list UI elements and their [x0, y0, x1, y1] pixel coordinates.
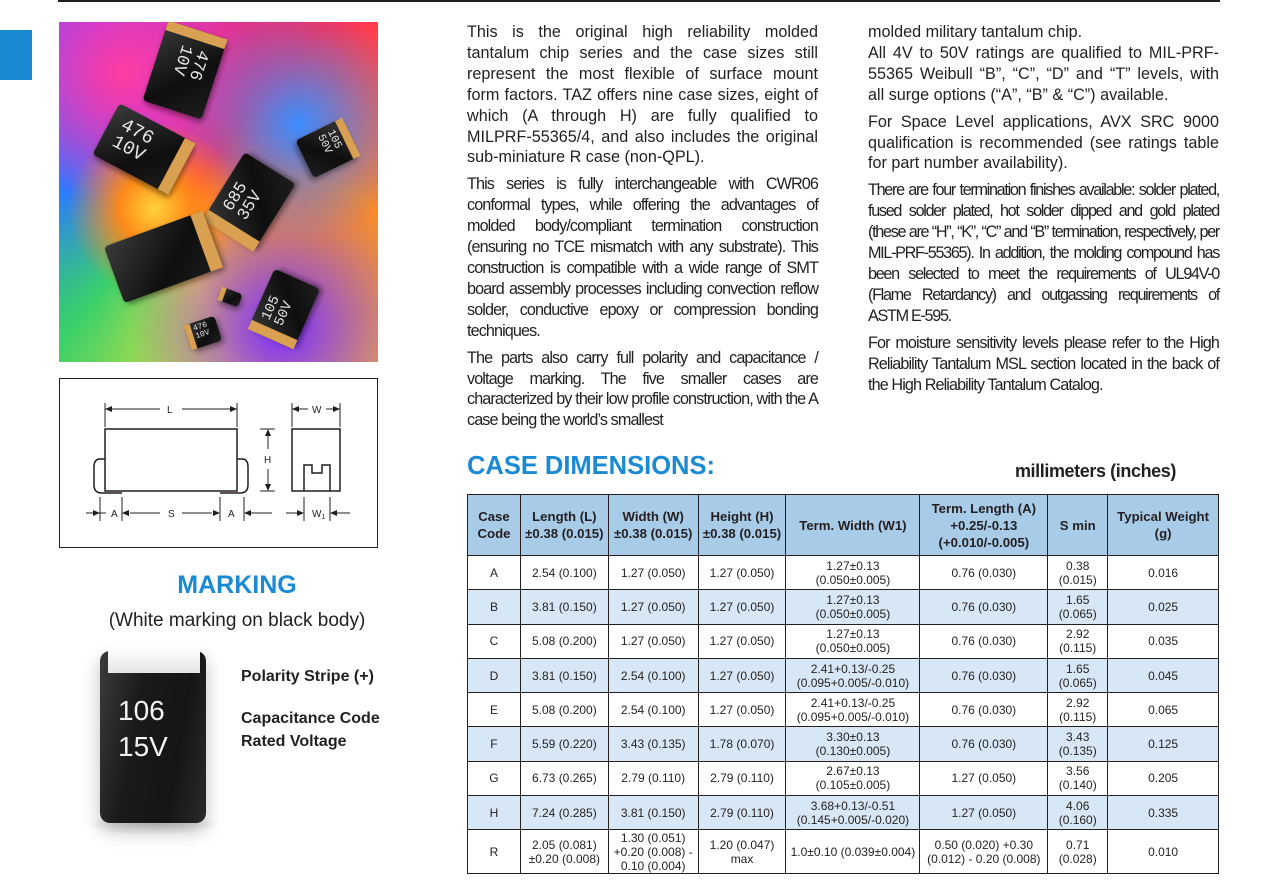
- table-cell: 0.335: [1108, 796, 1219, 830]
- top-rule: [58, 0, 1220, 2]
- column-header: Typical Weight (g): [1108, 495, 1219, 556]
- table-row: [468, 727, 1219, 761]
- table-cell: 2.54 (0.100): [608, 658, 698, 692]
- paragraph: For Space Level applications, AVX SRC 9000 qualification is recommended (see ratings table for part number availability).: [868, 112, 1219, 173]
- polarity-stripe: [108, 647, 200, 673]
- table-cell: 0.71 (0.028): [1048, 830, 1108, 874]
- table-cell: 2.41+0.13/-0.25 (0.095+0.005/-0.010): [786, 658, 920, 692]
- table-cell: 1.0±0.10 (0.039±0.004): [786, 830, 920, 874]
- table-cell: 1.20 (0.047) max: [698, 830, 786, 874]
- table-cell: A: [468, 556, 521, 590]
- table-cell: 5.08 (0.200): [520, 624, 608, 658]
- table-cell: 0.76 (0.030): [920, 590, 1048, 624]
- table-cell: 0.010: [1108, 830, 1219, 874]
- table-cell: 1.78 (0.070): [698, 727, 786, 761]
- column-header: Height (H) ±0.38 (0.015): [698, 495, 786, 556]
- table-cell: 1.27 (0.050): [698, 658, 786, 692]
- table-cell: 2.92 (0.115): [1048, 693, 1108, 727]
- table-cell: 3.81 (0.150): [520, 590, 608, 624]
- table-row: [468, 556, 1219, 590]
- table-cell: C: [468, 624, 521, 658]
- table-row: [468, 590, 1219, 624]
- table-cell: 2.67±0.13 (0.105±0.005): [786, 761, 920, 795]
- table-cell: 0.76 (0.030): [920, 693, 1048, 727]
- table-cell: 1.27 (0.050): [920, 796, 1048, 830]
- label-W1: $W_1$: [312, 509, 326, 521]
- table-cell: 7.24 (0.285): [520, 796, 608, 830]
- table-row: [468, 624, 1219, 658]
- paragraph: This is the original high reliability molded tantalum chip series and the case sizes still represent the most flexible of surface mount form factors. TAZ offers nine case sizes, eight of which (A through H) are fully qualified to MILPRF-55365/4, and also includes the original sub-miniature R case (non-QPL).: [467, 23, 818, 167]
- photo-chip: 105 50V: [295, 118, 360, 179]
- photo-chip: 105 50V: [248, 269, 321, 350]
- table-cell: 2.79 (0.110): [698, 761, 786, 795]
- table-cell: 3.81 (0.150): [520, 658, 608, 692]
- dimension-drawing: [60, 379, 379, 549]
- table-header-row: [468, 495, 1219, 556]
- table-cell: 5.08 (0.200): [520, 693, 608, 727]
- photo-chip: 476 10V: [184, 316, 222, 351]
- table-cell: 1.27±0.13 (0.050±0.005): [786, 590, 920, 624]
- polarity-stripe-label: Polarity Stripe (+): [241, 668, 374, 685]
- label-A-left: A: [111, 509, 118, 520]
- label-W: W: [312, 405, 322, 416]
- table-cell: 4.06 (0.160): [1048, 796, 1108, 830]
- photo-chip: 476 10V: [143, 22, 228, 120]
- table-cell: G: [468, 761, 521, 795]
- chip-capacitance-code: 106: [118, 695, 165, 726]
- paragraph: For moisture sensitivity levels please refer to the High Reliability Tantalum MSL section located in the back of the High Reliability Tantalum Catalog.: [868, 333, 1219, 394]
- table-cell: 1.27 (0.050): [608, 624, 698, 658]
- table-cell: 0.025: [1108, 590, 1219, 624]
- table-cell: 1.27 (0.050): [608, 590, 698, 624]
- table-cell: 0.125: [1108, 727, 1219, 761]
- table-cell: 2.54 (0.100): [608, 693, 698, 727]
- table-cell: 0.76 (0.030): [920, 556, 1048, 590]
- table-cell: D: [468, 658, 521, 692]
- table-cell: 3.43 (0.135): [1048, 727, 1108, 761]
- table-cell: 0.065: [1108, 693, 1219, 727]
- rated-voltage-label: Rated Voltage: [241, 733, 347, 750]
- table-cell: 1.27 (0.050): [608, 556, 698, 590]
- table-row: [468, 761, 1219, 795]
- table-row: [468, 658, 1219, 692]
- photo-chip: 685 35V: [202, 152, 295, 252]
- column-header: Width (W) ±0.38 (0.015): [608, 495, 698, 556]
- table-cell: 0.76 (0.030): [920, 727, 1048, 761]
- table-cell: 6.73 (0.265): [520, 761, 608, 795]
- table-cell: 3.81 (0.150): [608, 796, 698, 830]
- table-cell: 2.41+0.13/-0.25 (0.095+0.005/-0.010): [786, 693, 920, 727]
- product-photo: [59, 22, 378, 362]
- table-cell: 1.27 (0.050): [698, 556, 786, 590]
- table-cell: 0.38 (0.015): [1048, 556, 1108, 590]
- capacitance-code-label: Capacitance Code: [241, 710, 380, 727]
- table-cell: R: [468, 830, 521, 874]
- table-cell: 3.43 (0.135): [608, 727, 698, 761]
- table-row: [468, 830, 1219, 874]
- table-cell: 3.56 (0.140): [1048, 761, 1108, 795]
- table-cell: E: [468, 693, 521, 727]
- table-row: [468, 796, 1219, 830]
- column-header: Term. Width (W1): [786, 495, 920, 556]
- label-A-right: A: [228, 509, 235, 520]
- photo-chip: [104, 211, 223, 303]
- table-cell: 3.68+0.13/-0.51 (0.145+0.005/-0.020): [786, 796, 920, 830]
- table-cell: 1.27 (0.050): [698, 624, 786, 658]
- column-header: Case Code: [468, 495, 521, 556]
- paragraph: This series is fully interchangeable with CWR06 conformal types, while offering the advantages of molded body/compliant termination construction (ensuring no TCE mismatch with any substrate). This construction is compatible with a wide range of SMT board assembly processes including convection reflow solder, conductive epoxy or compression bonding techniques.: [467, 175, 818, 340]
- table-cell: 0.205: [1108, 761, 1219, 795]
- marking-chip-illustration: [94, 645, 212, 830]
- text-column-1: [467, 22, 818, 437]
- photo-chip: 476 10V: [92, 103, 195, 195]
- table-cell: 5.59 (0.220): [520, 727, 608, 761]
- units-label: millimeters (inches): [1014, 461, 1176, 481]
- paragraph: The parts also carry full polarity and capacitance / voltage marking. The five smaller cases are characterized by their low profile construction, with the A case being the world’s smallest: [467, 348, 818, 430]
- table-cell: 0.035: [1108, 624, 1219, 658]
- table-cell: 1.27±0.13 (0.050±0.005): [786, 556, 920, 590]
- label-L: L: [167, 405, 173, 416]
- table-cell: 1.30 (0.051) +0.20 (0.008) - 0.10 (0.004): [608, 830, 698, 874]
- table-cell: 0.76 (0.030): [920, 658, 1048, 692]
- table-cell: 2.79 (0.110): [698, 796, 786, 830]
- column-header: Term. Length (A) +0.25/-0.13 (+0.010/-0.005): [920, 495, 1048, 556]
- case-dimensions-table: [467, 494, 1219, 874]
- paragraph: There are four termination finishes available: solder plated, fused solder plated, hot solder dipped and gold plated (these are “H”, “K”, “C” and “B” termination, respectively, per MIL-PRF-55365). In addition, the molding compound has been selected to meet the requirements of UL94V-0 (Flame Retardancy) and outgassing requirements of ASTM E-595.: [868, 181, 1219, 325]
- table-cell: B: [468, 590, 521, 624]
- table-cell: 1.27 (0.050): [698, 590, 786, 624]
- column-header: S min: [1048, 495, 1108, 556]
- label-H: H: [264, 455, 272, 466]
- marking-subtitle: (White marking on black body): [108, 610, 366, 631]
- table-cell: 2.79 (0.110): [608, 761, 698, 795]
- table-cell: 0.50 (0.020) +0.30 (0.012) - 0.20 (0.008): [920, 830, 1048, 874]
- table-cell: 1.27 (0.050): [920, 761, 1048, 795]
- section-tab-marker: [0, 30, 32, 80]
- chip-rated-voltage: 15V: [118, 731, 168, 762]
- dimension-diagram: [59, 378, 378, 548]
- table-cell: 2.54 (0.100): [520, 556, 608, 590]
- table-cell: 1.27 (0.050): [698, 693, 786, 727]
- table-cell: 1.65 (0.065): [1048, 590, 1108, 624]
- case-dimensions-title: CASE DIMENSIONS:: [467, 452, 715, 480]
- table-cell: 1.27±0.13 (0.050±0.005): [786, 624, 920, 658]
- table-cell: H: [468, 796, 521, 830]
- text-column-2: [868, 22, 1219, 401]
- table-row: [468, 693, 1219, 727]
- label-S: S: [168, 509, 175, 520]
- photo-chip: [217, 287, 242, 308]
- table-cell: 2.05 (0.081) ±0.20 (0.008): [520, 830, 608, 874]
- table-cell: 2.92 (0.115): [1048, 624, 1108, 658]
- table-cell: 0.045: [1108, 658, 1219, 692]
- table-cell: 1.65 (0.065): [1048, 658, 1108, 692]
- paragraph: molded military tantalum chip. All 4V to 50V ratings are qualified to MIL-PRF-55365 Weibull “B”, “C”, “D” and “T” levels, with all surge options (“A”, “B” & “C”) available.: [868, 23, 1219, 104]
- column-header: Length (L) ±0.38 (0.015): [520, 495, 608, 556]
- marking-title: MARKING: [177, 571, 297, 599]
- table-cell: 0.76 (0.030): [920, 624, 1048, 658]
- table-cell: 0.016: [1108, 556, 1219, 590]
- table-cell: 3.30±0.13 (0.130±0.005): [786, 727, 920, 761]
- table-cell: F: [468, 727, 521, 761]
